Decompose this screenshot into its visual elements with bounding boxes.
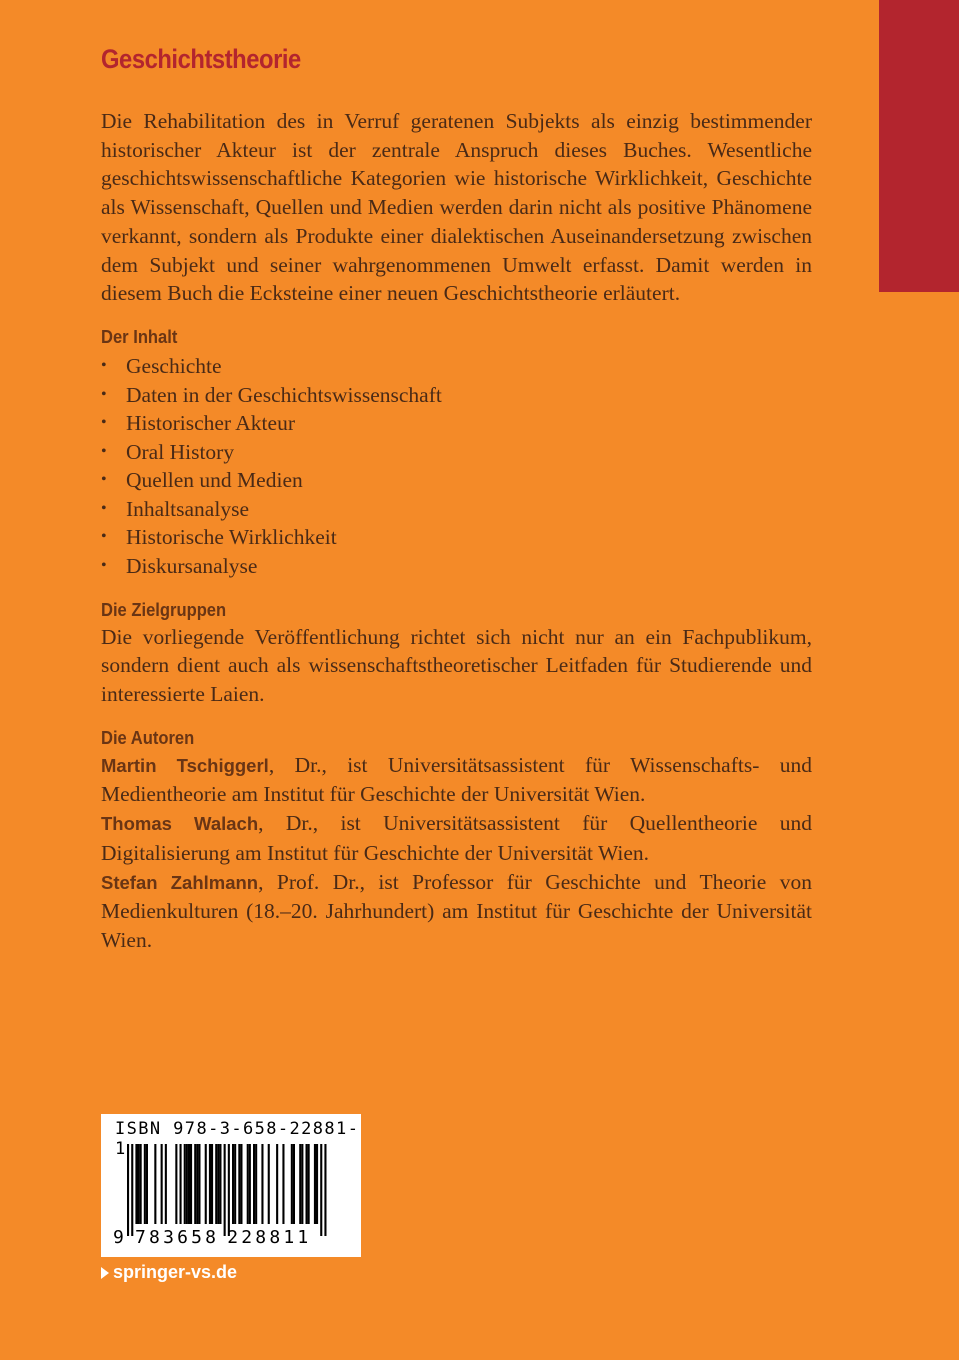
barcode-bar [261,1144,263,1224]
list-item: • Daten in der Geschichtswissenschaft [101,381,812,410]
bullet-icon: • [101,385,107,403]
list-item: • Historischer Akteur [101,409,812,438]
barcode-bar [249,1144,251,1224]
barcode-bar [247,1144,249,1224]
barcode-bar [161,1144,163,1224]
bullet-icon: • [101,528,107,546]
barcode-bar [232,1144,234,1224]
barcode-bar [154,1144,156,1224]
barcode-bar [293,1144,295,1224]
barcode-bar [314,1144,316,1224]
list-item: • Inhaltsanalyse [101,495,812,524]
barcode-bar [140,1144,142,1224]
list-item: • Historische Wirklichkeit [101,523,812,552]
barcode-bar [198,1144,200,1224]
barcode-bar [238,1144,240,1224]
bullet-icon: • [101,414,107,432]
barcode-bar [268,1144,270,1224]
barcode-bar [234,1144,236,1224]
barcode-bar [215,1144,217,1224]
author-name: Martin Tschiggerl [101,754,269,776]
barcode-bar [240,1144,242,1224]
barcode-bar [301,1144,303,1224]
bullet-icon: • [101,442,107,460]
barcode-bar [146,1144,148,1224]
barcode-bar [194,1144,196,1224]
barcode-bar [190,1144,192,1224]
barcode-bar [308,1144,310,1224]
authors-heading: Die Autoren [101,727,195,748]
barcode-bar [188,1144,190,1224]
barcode-bar [282,1144,284,1224]
author-bio: Stefan Zahlmann, Prof. Dr., ist Professor für Geschichte und Theorie von Medienkulturen (18.–20. Jahrhundert) am Institut für Geschichte der Universität Wien. [101,869,812,952]
bullet-icon: • [101,499,107,517]
barcode-bar [253,1144,255,1224]
accent-band [879,0,959,292]
barcode-bar [205,1144,207,1224]
barcode-bar [316,1144,318,1224]
barcode-bar [217,1144,219,1224]
barcode-bar [320,1144,322,1236]
barcode-bar [291,1144,293,1224]
barcode-bar [299,1144,301,1224]
barcode-bar [324,1144,326,1236]
contents-list [101,352,812,581]
barcode-bar [219,1144,221,1224]
author-name: Stefan Zahlmann [101,871,259,893]
bullet-icon: • [101,557,107,575]
barcode-bar [135,1144,137,1224]
barcode-bars-icon [127,1144,339,1236]
barcode-bar [165,1144,167,1224]
publisher-url[interactable]: springer-vs.de [101,1262,237,1283]
barcode-bar [138,1144,140,1224]
barcode-bar [127,1144,129,1236]
barcode-bar [175,1144,177,1224]
barcode-bar [196,1144,198,1224]
contents-heading: Der Inhalt [101,326,178,347]
barcode-bar [184,1144,186,1224]
bullet-icon: • [101,356,107,374]
isbn-barcode [101,1114,361,1257]
author-name: Thomas Walach [101,813,259,835]
audience-paragraph: Die vorliegende Veröffentlichung richtet sich nicht nur an ein Fachpublikum, sondern dient auch als wissenschaftstheoretischer Leitfaden für Studierende und interessierte Laien. [101,624,812,707]
author-bio: Martin Tschiggerl, Dr., ist Universitätsassistent für Wissenschafts- und Medientheorie am Institut für Geschichte der Universität Wien. [101,752,812,807]
barcode-bar [255,1144,257,1224]
barcode-bar [276,1144,278,1224]
barcode-bar [180,1144,182,1224]
bullet-icon: • [101,471,107,489]
barcode-bar [144,1144,146,1224]
list-item: • Quellen und Medien [101,466,812,495]
barcode-bar [209,1144,211,1224]
barcode-bar [306,1144,308,1224]
book-title: Geschichtstheorie [101,44,301,74]
list-item: • Oral History [101,438,812,467]
barcode-bar [186,1144,188,1224]
barcode-bar [211,1144,213,1224]
back-cover-text [101,44,812,955]
barcode-bar [131,1144,133,1236]
list-item: • Geschichte [101,352,812,381]
author-bio: Thomas Walach, Dr., ist Universitätsassistent für Quellentheorie und Digitalisierung am Institut für Geschichte der Universität Wien. [101,811,813,865]
intro-paragraph: Die Rehabilitation des in Verruf geratenen Subjekts als einzig bestimmender historischer Akteur ist der zentrale Anspruch dieses Buches. Wesentliche geschichtswissenschaftliche Kategorien wie historische Wirklichkeit, Geschichte als Wissenschaft, Quellen und Medien werden darin nicht als positive Phänomene verkannt, sondern als Produkte einer dialektischen Auseinandersetzung zwischen dem Subjekt und seiner wahrgenommenen Umwelt erfasst. Damit werden in diesem Buch die Ecksteine einer neuen Geschichtstheorie erläutert. [101,109,812,306]
arrow-icon [101,1267,109,1279]
barcode-bar [224,1144,226,1236]
ean-digits: 9 783658 228811 [113,1227,312,1248]
isbn-label: ISBN 978-3-658-22881-1 [115,1119,360,1159]
audience-heading: Die Zielgruppen [101,599,227,620]
list-item: • Diskursanalyse [101,552,812,581]
barcode-bar [228,1144,230,1236]
